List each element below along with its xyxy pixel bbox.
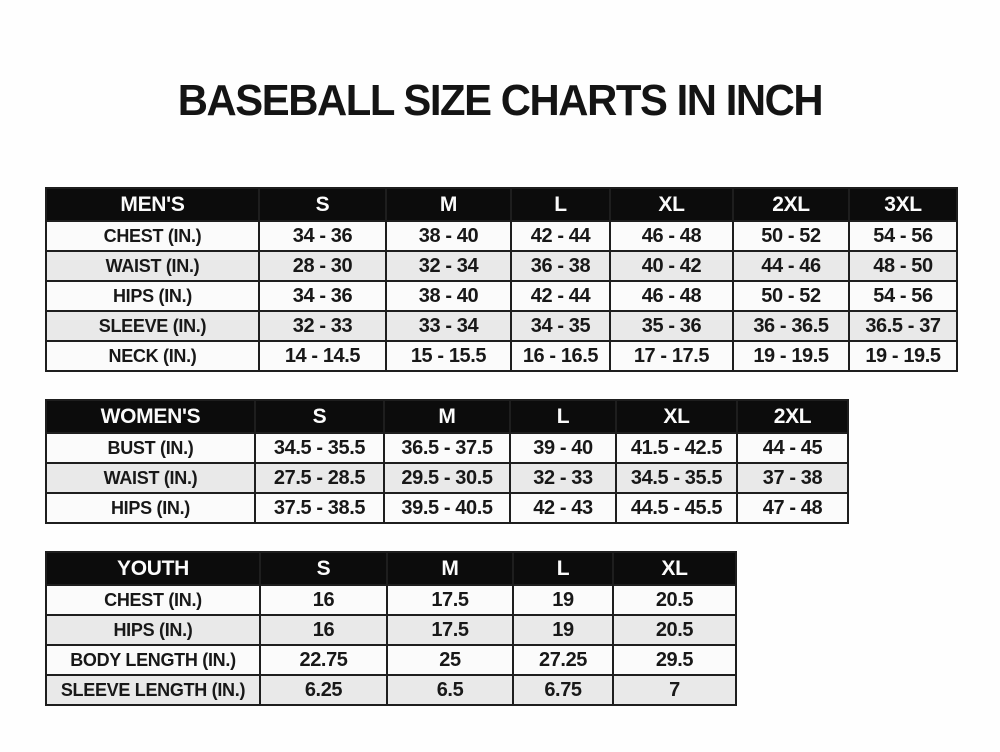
page-title: BASEBALL SIZE CHARTS IN INCH — [177, 76, 823, 125]
size-value-cell: 29.5 - 30.5 — [384, 463, 510, 493]
size-value-cell: 34.5 - 35.5 — [616, 463, 737, 493]
size-value-cell: 19 — [513, 615, 613, 645]
size-value-cell: 36.5 - 37.5 — [384, 433, 510, 463]
size-value-cell: 46 - 48 — [610, 221, 733, 251]
size-value-cell: 46 - 48 — [610, 281, 733, 311]
size-value-cell: 19 - 19.5 — [849, 341, 957, 371]
row-label-body-length: BODY LENGTH (IN.) — [46, 645, 260, 675]
row-label-waist: WAIST (IN.) — [46, 251, 259, 281]
size-value-cell: 6.5 — [387, 675, 513, 705]
size-value-cell: 19 - 19.5 — [733, 341, 849, 371]
size-value-cell: 36 - 36.5 — [733, 311, 849, 341]
mens-table-title: MEN'S — [46, 188, 259, 221]
womens-col-2xl: 2XL — [737, 400, 848, 433]
size-value-cell: 37 - 38 — [737, 463, 848, 493]
table-row-hips — [46, 281, 957, 311]
womens-col-xl: XL — [616, 400, 737, 433]
row-label-chest: CHEST (IN.) — [46, 585, 260, 615]
table-row-waist — [46, 463, 848, 493]
mens-col-3xl: 3XL — [849, 188, 957, 221]
size-value-cell: 20.5 — [613, 615, 736, 645]
womens-col-l: L — [510, 400, 616, 433]
womens-table-title: WOMEN'S — [46, 400, 255, 433]
size-value-cell: 34 - 36 — [259, 281, 386, 311]
size-value-cell: 16 — [260, 585, 387, 615]
size-value-cell: 42 - 43 — [510, 493, 616, 523]
size-value-cell: 16 - 16.5 — [511, 341, 610, 371]
size-value-cell: 27.5 - 28.5 — [255, 463, 384, 493]
table-row-chest — [46, 221, 957, 251]
youth-size-table — [45, 551, 737, 706]
size-value-cell: 16 — [260, 615, 387, 645]
size-value-cell: 42 - 44 — [511, 281, 610, 311]
size-value-cell: 44.5 - 45.5 — [616, 493, 737, 523]
size-value-cell: 17 - 17.5 — [610, 341, 733, 371]
size-value-cell: 32 - 33 — [259, 311, 386, 341]
row-label-waist: WAIST (IN.) — [46, 463, 255, 493]
size-value-cell: 36.5 - 37 — [849, 311, 957, 341]
size-value-cell: 38 - 40 — [386, 221, 511, 251]
size-value-cell: 36 - 38 — [511, 251, 610, 281]
table-row-waist — [46, 251, 957, 281]
size-value-cell: 22.75 — [260, 645, 387, 675]
size-value-cell: 54 - 56 — [849, 281, 957, 311]
mens-col-xl: XL — [610, 188, 733, 221]
size-value-cell: 17.5 — [387, 615, 513, 645]
table-row-sleeve-length — [46, 675, 736, 705]
mens-size-table — [45, 187, 958, 372]
mens-col-l: L — [511, 188, 610, 221]
size-value-cell: 32 - 34 — [386, 251, 511, 281]
womens-col-m: M — [384, 400, 510, 433]
row-label-hips: HIPS (IN.) — [46, 615, 260, 645]
size-value-cell: 34 - 36 — [259, 221, 386, 251]
size-value-cell: 39.5 - 40.5 — [384, 493, 510, 523]
mens-header-row — [46, 188, 957, 221]
size-value-cell: 50 - 52 — [733, 281, 849, 311]
womens-header-row — [46, 400, 848, 433]
size-value-cell: 6.75 — [513, 675, 613, 705]
size-value-cell: 34 - 35 — [511, 311, 610, 341]
size-value-cell: 38 - 40 — [386, 281, 511, 311]
row-label-sleeve-length: SLEEVE LENGTH (IN.) — [46, 675, 260, 705]
table-row-bust — [46, 433, 848, 463]
row-label-neck: NECK (IN.) — [46, 341, 259, 371]
size-value-cell: 28 - 30 — [259, 251, 386, 281]
womens-size-table — [45, 399, 849, 524]
size-value-cell: 17.5 — [387, 585, 513, 615]
size-value-cell: 35 - 36 — [610, 311, 733, 341]
table-row-sleeve — [46, 311, 957, 341]
size-value-cell: 19 — [513, 585, 613, 615]
table-row-hips — [46, 493, 848, 523]
size-value-cell: 33 - 34 — [386, 311, 511, 341]
row-label-hips: HIPS (IN.) — [46, 281, 259, 311]
table-row-body-length — [46, 645, 736, 675]
row-label-bust: BUST (IN.) — [46, 433, 255, 463]
size-value-cell: 37.5 - 38.5 — [255, 493, 384, 523]
youth-col-l: L — [513, 552, 613, 585]
size-value-cell: 50 - 52 — [733, 221, 849, 251]
size-value-cell: 42 - 44 — [511, 221, 610, 251]
size-value-cell: 14 - 14.5 — [259, 341, 386, 371]
size-value-cell: 34.5 - 35.5 — [255, 433, 384, 463]
size-value-cell: 20.5 — [613, 585, 736, 615]
table-row-chest — [46, 585, 736, 615]
table-row-hips — [46, 615, 736, 645]
table-row-neck — [46, 341, 957, 371]
size-value-cell: 44 - 45 — [737, 433, 848, 463]
womens-col-s: S — [255, 400, 384, 433]
size-value-cell: 29.5 — [613, 645, 736, 675]
mens-col-2xl: 2XL — [733, 188, 849, 221]
size-value-cell: 48 - 50 — [849, 251, 957, 281]
size-value-cell: 6.25 — [260, 675, 387, 705]
size-value-cell: 44 - 46 — [733, 251, 849, 281]
row-label-hips: HIPS (IN.) — [46, 493, 255, 523]
youth-header-row — [46, 552, 736, 585]
row-label-sleeve: SLEEVE (IN.) — [46, 311, 259, 341]
size-value-cell: 15 - 15.5 — [386, 341, 511, 371]
youth-table-title: YOUTH — [46, 552, 260, 585]
size-value-cell: 54 - 56 — [849, 221, 957, 251]
size-value-cell: 27.25 — [513, 645, 613, 675]
mens-col-m: M — [386, 188, 511, 221]
mens-col-s: S — [259, 188, 386, 221]
size-value-cell: 41.5 - 42.5 — [616, 433, 737, 463]
youth-col-xl: XL — [613, 552, 736, 585]
size-value-cell: 47 - 48 — [737, 493, 848, 523]
size-value-cell: 32 - 33 — [510, 463, 616, 493]
size-value-cell: 39 - 40 — [510, 433, 616, 463]
youth-col-s: S — [260, 552, 387, 585]
size-value-cell: 7 — [613, 675, 736, 705]
size-value-cell: 40 - 42 — [610, 251, 733, 281]
youth-col-m: M — [387, 552, 513, 585]
row-label-chest: CHEST (IN.) — [46, 221, 259, 251]
size-value-cell: 25 — [387, 645, 513, 675]
